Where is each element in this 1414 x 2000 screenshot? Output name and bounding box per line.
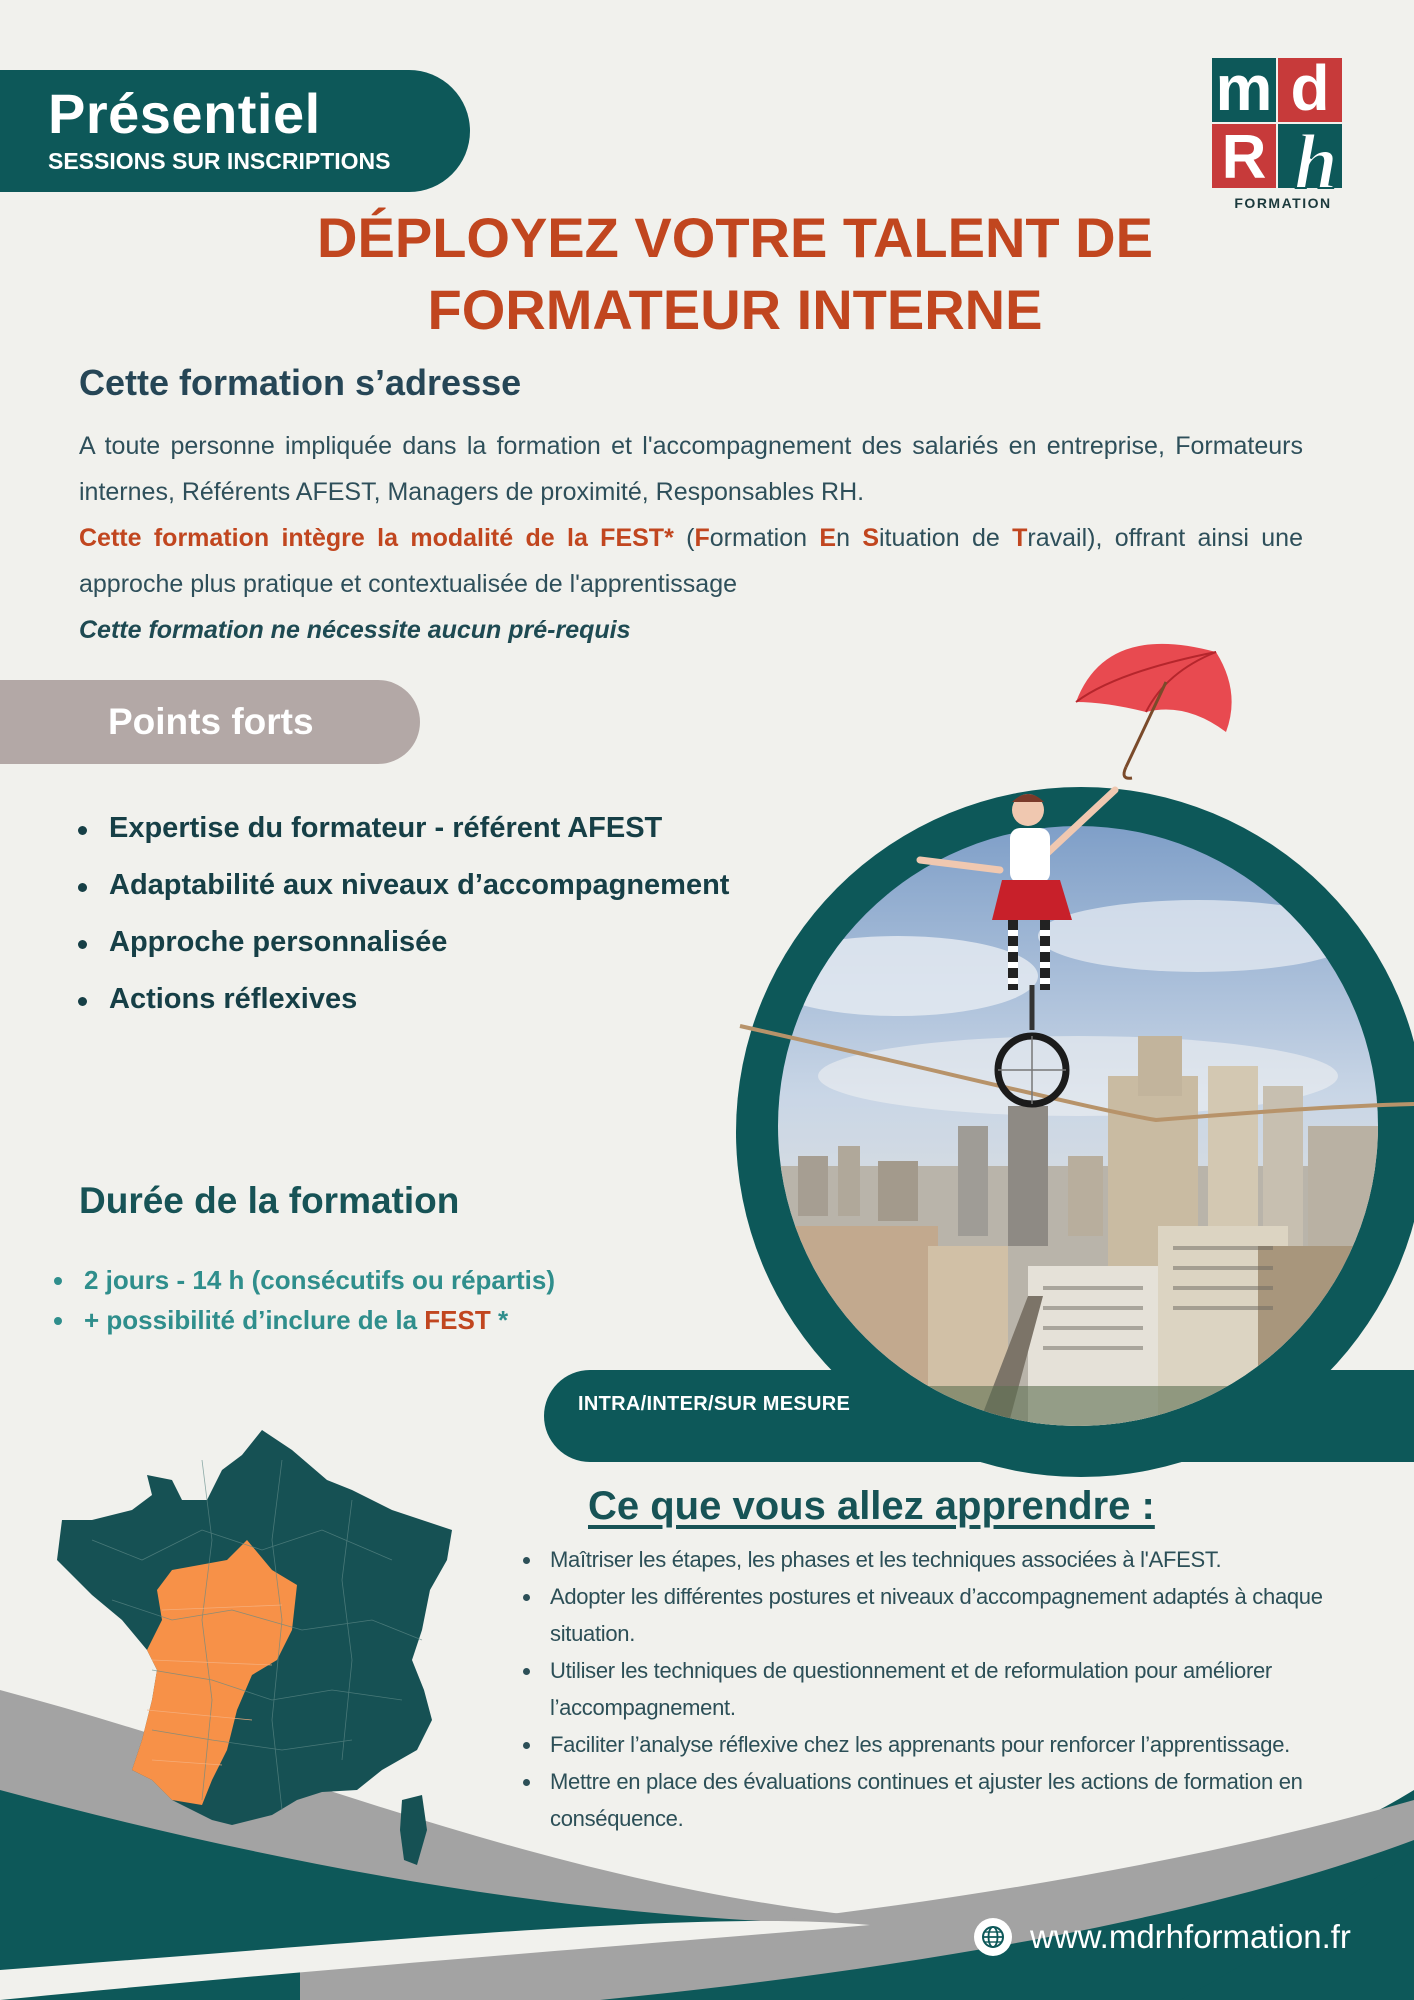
list-item: Expertise du formateur - référent AFEST — [78, 800, 729, 857]
prerequisite-note: Cette formation ne nécessite aucun pré-requis — [79, 616, 631, 644]
svg-text:R: R — [1221, 123, 1267, 192]
list-item: Approche personnalisée — [78, 914, 729, 971]
sessions-subtitle: SESSIONS SUR INSCRIPTIONS — [48, 148, 391, 174]
main-title — [180, 202, 1290, 346]
website-url[interactable]: www.mdrhformation.fr — [1030, 1918, 1351, 1955]
logo-caption: FORMATION — [1234, 195, 1332, 211]
points-forts-list — [78, 800, 729, 1028]
audience-block: A toute personne impliquée dans la formation et l'accompagnement des salariés en entreprise, Formateurs internes, Référents AFEST, Managers de proximité, Responsables RH. Cette formation intègre la modalité de la FEST* (Formation En Situation de Travail), offrant ainsi une approche plus pratique et contextualisée de l'apprentissage Cette formation ne nécessite aucun pré-requis — [79, 423, 1303, 653]
list-item: Faciliter l’analyse réflexive chez les apprenants pour renforcer l’apprentissage. — [520, 1726, 1390, 1763]
list-item: + possibilité d’inclure de la FEST * — [52, 1300, 555, 1340]
list-item: Utiliser les techniques de questionnement et de reformulation pour améliorer l’accompagnement. — [520, 1652, 1390, 1726]
list-item: Adaptabilité aux niveaux d’accompagnement — [78, 857, 729, 914]
presentiel-banner — [0, 70, 470, 192]
red-umbrella — [1066, 632, 1246, 782]
points-forts-label: Points forts — [0, 680, 420, 764]
audience-heading: Cette formation s’adresse — [79, 362, 522, 403]
title-line-1: DÉPLOYEZ VOTRE TALENT DE — [317, 206, 1153, 269]
list-item: Adopter les différentes postures et niveaux d’accompagnement adaptés à chaque situation. — [520, 1578, 1390, 1652]
presentiel-title: Présentiel — [48, 82, 321, 145]
list-item: Actions réflexives — [78, 971, 729, 1028]
list-item: Mettre en place des évaluations continues et ajuster les actions de formation en conséquence. — [520, 1763, 1390, 1837]
format-label: INTRA/INTER/SUR MESURE — [578, 1393, 851, 1415]
list-item: 2 jours - 14 h (consécutifs ou répartis) — [52, 1260, 555, 1300]
svg-text:d: d — [1290, 54, 1330, 124]
globe-icon — [974, 1918, 1012, 1956]
audience-text: A toute personne impliquée dans la formation et l'accompagnement des salariés en entreprise, Formateurs internes, Référents AFEST, Managers de proximité, Responsables RH. — [79, 432, 1303, 506]
learn-heading: Ce que vous allez apprendre : — [588, 1484, 1155, 1528]
svg-text:h: h — [1294, 118, 1338, 205]
fest-intro: Cette formation intègre la modalité de la FEST* — [79, 524, 674, 552]
website-link[interactable] — [974, 1918, 1351, 1956]
duration-list — [52, 1260, 555, 1340]
title-line-2: FORMATEUR INTERNE — [427, 278, 1043, 341]
list-item: Maîtriser les étapes, les phases et les techniques associées à l'AFEST. — [520, 1541, 1390, 1578]
svg-text:m: m — [1215, 54, 1273, 124]
unicyclist-figure — [900, 780, 1120, 1130]
duration-heading: Durée de la formation — [79, 1180, 460, 1221]
learn-list — [520, 1541, 1390, 1837]
mdrh-logo — [1208, 54, 1358, 214]
france-map — [52, 1420, 462, 1880]
